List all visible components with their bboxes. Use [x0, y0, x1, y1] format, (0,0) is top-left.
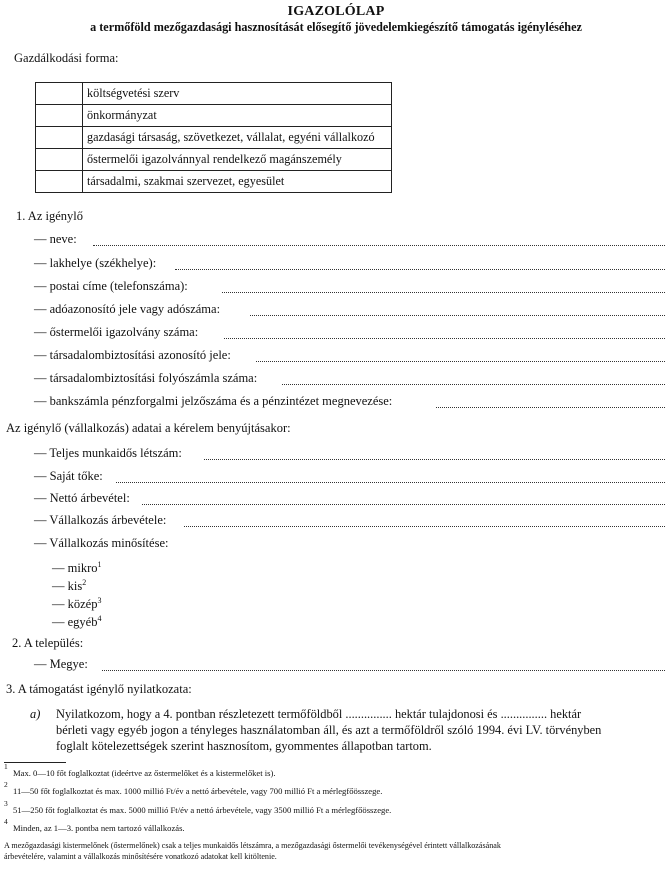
- footnote-divider: [4, 762, 66, 763]
- footnote-1: Max. 0—10 főt foglalkoztat (ideértve az őstermelőket és a kistermelőket is).: [13, 768, 276, 778]
- company-data-heading: Az igénylő (vállalkozás) adatai a kérelem benyújtásakor:: [6, 421, 291, 435]
- closing-note-line-2: árbevételére, valamint a vállalkozás minősítésére vonatkozó adatokat kell kitöltenie.: [4, 852, 277, 861]
- checkbox-association[interactable]: [36, 171, 83, 193]
- footnote-4: Minden, az 1—3. pontba nem tartozó vállalkozás.: [13, 823, 185, 833]
- bank-account-label: — bankszámla pénzforgalmi jelzőszáma és a pénzintézet megnevezése:: [34, 394, 393, 408]
- footnote-2: 11—50 főt foglalkoztat és max. 1000 millió Ft/év a nettó árbevétele, vagy 700 millió Ft a mérlegfőösszege.: [13, 786, 383, 796]
- rating-other[interactable]: [52, 611, 101, 630]
- applicant-name-field[interactable]: [93, 244, 665, 246]
- applicant-tax-field[interactable]: [250, 314, 665, 316]
- checkbox-budget-org[interactable]: [36, 83, 83, 105]
- social-security-id-field[interactable]: [256, 360, 665, 362]
- footnote-ref-2: 2: [82, 578, 87, 587]
- rating-small-label: — kis: [52, 579, 83, 594]
- rating-medium[interactable]: [52, 593, 101, 612]
- section3-heading: 3. A támogatást igénylő nyilatkozata:: [6, 682, 192, 696]
- footnote-ref-4: 4: [97, 614, 102, 623]
- applicant-address-field[interactable]: [175, 268, 665, 270]
- company-revenue-label: — Vállalkozás árbevétele:: [34, 513, 167, 527]
- rating-micro[interactable]: [52, 557, 101, 576]
- page-subtitle: a termőföld mezőgazdasági hasznosítását elősegítő jövedelemkiegészítő támogatás igényléséhez: [90, 20, 582, 34]
- checkbox-primary-producer[interactable]: [36, 149, 83, 171]
- footnote-mark-3: 3: [4, 799, 8, 808]
- declaration-item-letter: a): [30, 707, 41, 721]
- footnote-ref-3: 3: [97, 596, 102, 605]
- footnote-ref-1: 1: [97, 560, 102, 569]
- applicant-postal-label: — postai címe (telefonszáma):: [34, 279, 188, 293]
- applicant-name-label: — neve:: [34, 232, 77, 246]
- net-revenue-label: — Nettó árbevétel:: [34, 491, 130, 505]
- rating-small[interactable]: [52, 575, 86, 594]
- applicant-address-label: — lakhelye (székhelye):: [34, 256, 157, 270]
- form-row-business: [36, 127, 392, 149]
- form-option-label: őstermelői igazolvánnyal rendelkező magánszemély: [83, 149, 392, 171]
- declaration-line-3: foglalt kötelezettségek szerint hasznosítom, gyommentes állapotban tartom.: [56, 739, 432, 753]
- headcount-label: — Teljes munkaidős létszám:: [34, 446, 182, 460]
- company-rating-label: — Vállalkozás minősítése:: [34, 536, 169, 550]
- net-revenue-field[interactable]: [142, 503, 665, 505]
- form-row-primary-producer: [36, 149, 392, 171]
- section1-heading: 1. Az igénylő: [16, 209, 84, 223]
- headcount-field[interactable]: [204, 458, 665, 460]
- rating-other-label: — egyéb: [52, 615, 98, 630]
- bank-account-field[interactable]: [436, 406, 665, 408]
- footnote-mark-1: 1: [4, 762, 8, 771]
- rating-micro-label: — mikro: [52, 561, 98, 576]
- company-revenue-field[interactable]: [184, 525, 665, 527]
- checkbox-business[interactable]: [36, 127, 83, 149]
- checkbox-municipality[interactable]: [36, 105, 83, 127]
- footnote-mark-2: 2: [4, 780, 8, 789]
- closing-note-line-1: A mezőgazdasági kistermelőnek (őstermelőnek) csak a teljes munkaidős létszámra, a mezőgazdasági őstermelői tevékenységével érintett vállalkozásának: [4, 841, 501, 850]
- equity-field[interactable]: [116, 481, 665, 483]
- social-security-account-label: — társadalombiztosítási folyószámla száma:: [34, 371, 258, 385]
- form-row-association: [36, 171, 392, 193]
- declaration-line-2: bérleti vagy egyéb jogon a tényleges használatomban áll, és azt a termőföldről szóló 1994. évi LV. törvényben: [56, 723, 602, 737]
- equity-label: — Saját tőke:: [34, 469, 103, 483]
- page-title: IGAZOLÓLAP: [287, 4, 385, 19]
- rating-medium-label: — közép: [52, 597, 98, 612]
- form-option-label: önkormányzat: [83, 105, 392, 127]
- form-row-municipality: [36, 105, 392, 127]
- footnote-mark-4: 4: [4, 817, 8, 826]
- footnote-3: 51—250 főt foglalkoztat és max. 5000 millió Ft/év a nettó árbevétele, vagy 3500 millió Ft a mérlegfőösszege.: [13, 805, 392, 815]
- applicant-postal-field[interactable]: [222, 291, 665, 293]
- form-option-label: gazdasági társaság, szövetkezet, vállalat, egyéni vállalkozó: [83, 127, 392, 149]
- county-field[interactable]: [102, 669, 665, 671]
- social-security-account-field[interactable]: [282, 383, 665, 385]
- producer-id-label: — őstermelői igazolvány száma:: [34, 325, 199, 339]
- farming-form-table: [35, 82, 392, 193]
- producer-id-field[interactable]: [224, 337, 665, 339]
- form-row-budget-org: [36, 83, 392, 105]
- county-label: — Megye:: [34, 657, 88, 671]
- section2-heading: 2. A település:: [12, 636, 84, 650]
- farming-form-label: Gazdálkodási forma:: [14, 51, 119, 65]
- social-security-id-label: — társadalombiztosítási azonosító jele:: [34, 348, 231, 362]
- form-option-label: társadalmi, szakmai szervezet, egyesület: [83, 171, 392, 193]
- applicant-tax-label: — adóazonosító jele vagy adószáma:: [34, 302, 221, 316]
- form-option-label: költségvetési szerv: [83, 83, 392, 105]
- declaration-line-1: Nyilatkozom, hogy a 4. pontban részletezett termőföldből ............... hektár tulajdonosi és ............... hektár: [56, 707, 582, 721]
